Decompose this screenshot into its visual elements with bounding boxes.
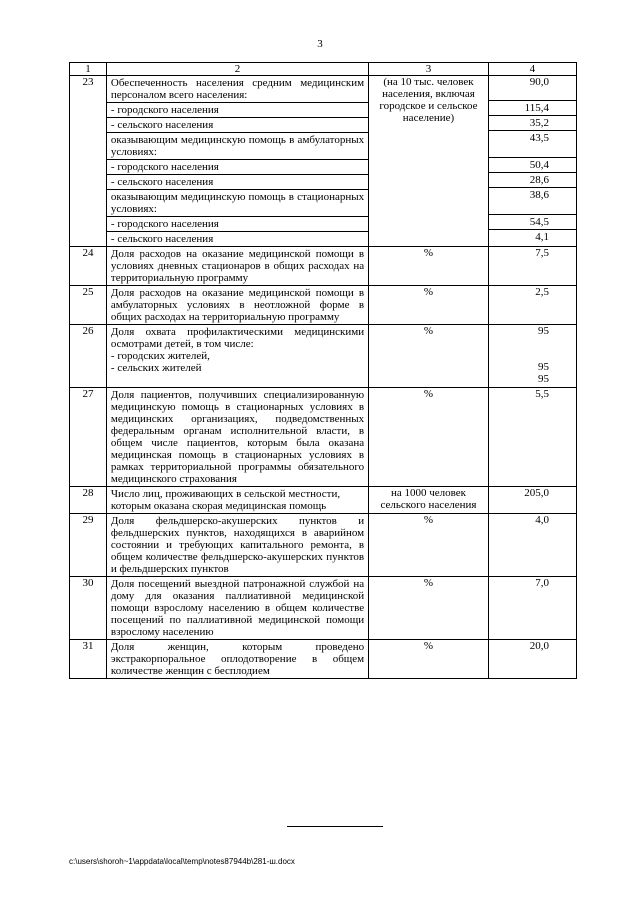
spacer [493,337,549,361]
row-number: 26 [70,325,107,388]
value: 4,1 [535,231,549,243]
header-col-3: 3 [369,63,489,76]
row-number: 28 [70,487,107,514]
indicator-text: - сельского населения [107,175,368,190]
spacer [111,374,364,386]
indicator-text: - сельского населения [110,233,214,245]
value: 95 [538,361,549,373]
unit: % [369,388,489,487]
unit: % [369,514,489,577]
indicator-text: - сельского населения [107,118,368,133]
unit: % [369,325,489,388]
indicator-text: Обеспеченность населения средним медицинским персоналом всего населения: [107,76,368,103]
page-number: 3 [317,38,323,50]
value: 90,0 [489,76,576,101]
row-number: 23 [70,76,107,247]
header-col-4: 4 [488,63,576,76]
row-number: 24 [70,247,107,286]
value: 7,0 [488,577,576,640]
footnote-divider [287,826,383,827]
value: 7,5 [488,247,576,286]
file-path-footer: c:\users\shoroh~1\appdata\local\temp\notes87944b\281-ш.docx [69,857,295,866]
row-number: 27 [70,388,107,487]
indicator-text: Доля расходов на оказание медицинской помощи в амбулаторных условиях в неотложной форме в общих расходах на территориальную программу [106,286,368,325]
indicator-text: Число лиц, проживающих в сельской местности, которым оказана скорая медицинская помощь [106,487,368,514]
unit: % [369,577,489,640]
row-number: 29 [70,514,107,577]
table-row [70,286,577,325]
row-number: 25 [70,286,107,325]
value: 28,6 [489,173,576,188]
indicators-table [69,62,577,679]
row-26-values [488,325,576,388]
unit: (на 10 тыс. человек населения, включая городское и сельское население) [369,76,489,247]
table-row [70,325,577,388]
table-row [70,247,577,286]
header-col-2: 2 [106,63,368,76]
value: 38,6 [489,188,576,215]
unit: на 1000 человек сельского населения [369,487,489,514]
table-row [70,577,577,640]
table-row [70,388,577,487]
value: 20,0 [488,640,576,679]
row-23-indicators [106,76,368,247]
value: 35,2 [489,116,576,131]
row-23-values [488,76,576,247]
indicator-text: оказывающим медицинскую помощь в стационарных условиях: [107,190,368,217]
value: 43,5 [489,131,576,158]
value: 4,0 [488,514,576,577]
value: 50,4 [489,158,576,173]
row-26-indicators [106,325,368,388]
indicator-text: Доля фельдшерско-акушерских пунктов и фельдшерских пунктов, находящихся в аварийном состоянии и требующих капитального ремонта, в общем количестве фельдшерско-акушерских пунктов и фельдшерских пунктов [106,514,368,577]
value: 205,0 [488,487,576,514]
table-row [70,76,577,247]
value: 2,5 [488,286,576,325]
header-col-1: 1 [70,63,107,76]
value: 95 [538,325,549,337]
indicator-subtext: - сельских жителей [110,362,202,374]
unit: % [369,247,489,286]
table-header-row [70,63,577,76]
indicator-text: Доля пациентов, получивших специализированную медицинскую помощь в стационарных условиях в медицинских организациях, подведомственных федеральным органам исполнительной власти, в общем числе пациентов, которым была оказана медицинская помощь в стационарных условиях в рамках территориальной программы обязательного медицинского страхования [106,388,368,487]
table-row [70,640,577,679]
indicator-text: оказывающим медицинскую помощь в амбулаторных условиях: [107,133,368,160]
unit: % [369,640,489,679]
value: 5,5 [488,388,576,487]
indicator-text: Доля посещений выездной патронажной службой на дому для оказания паллиативной медицинской помощи взрослому населению в общем количестве посещений по паллиативной медицинской помощи взрослому населению [106,577,368,640]
value: 54,5 [489,215,576,230]
indicator-text: Доля охвата профилактическими медицинскими осмотрами детей, в том числе: [110,326,365,350]
unit: % [369,286,489,325]
value: 115,4 [489,101,576,116]
indicator-text: Доля женщин, которым проведено экстракорпоральное оплодотворение в общем количестве женщин с бесплодием [106,640,368,679]
indicator-text: Доля расходов на оказание медицинской помощи в условиях дневных стационаров в общих расходах на территориальную программу [106,247,368,286]
indicator-subtext: - городских жителей, [110,350,210,362]
indicator-text: - городского населения [107,217,368,232]
value: 95 [538,373,549,385]
row-number: 30 [70,577,107,640]
table-row [70,487,577,514]
indicator-text: - городского населения [107,160,368,175]
row-number: 31 [70,640,107,679]
indicator-text: - городского населения [107,103,368,118]
table-row [70,514,577,577]
